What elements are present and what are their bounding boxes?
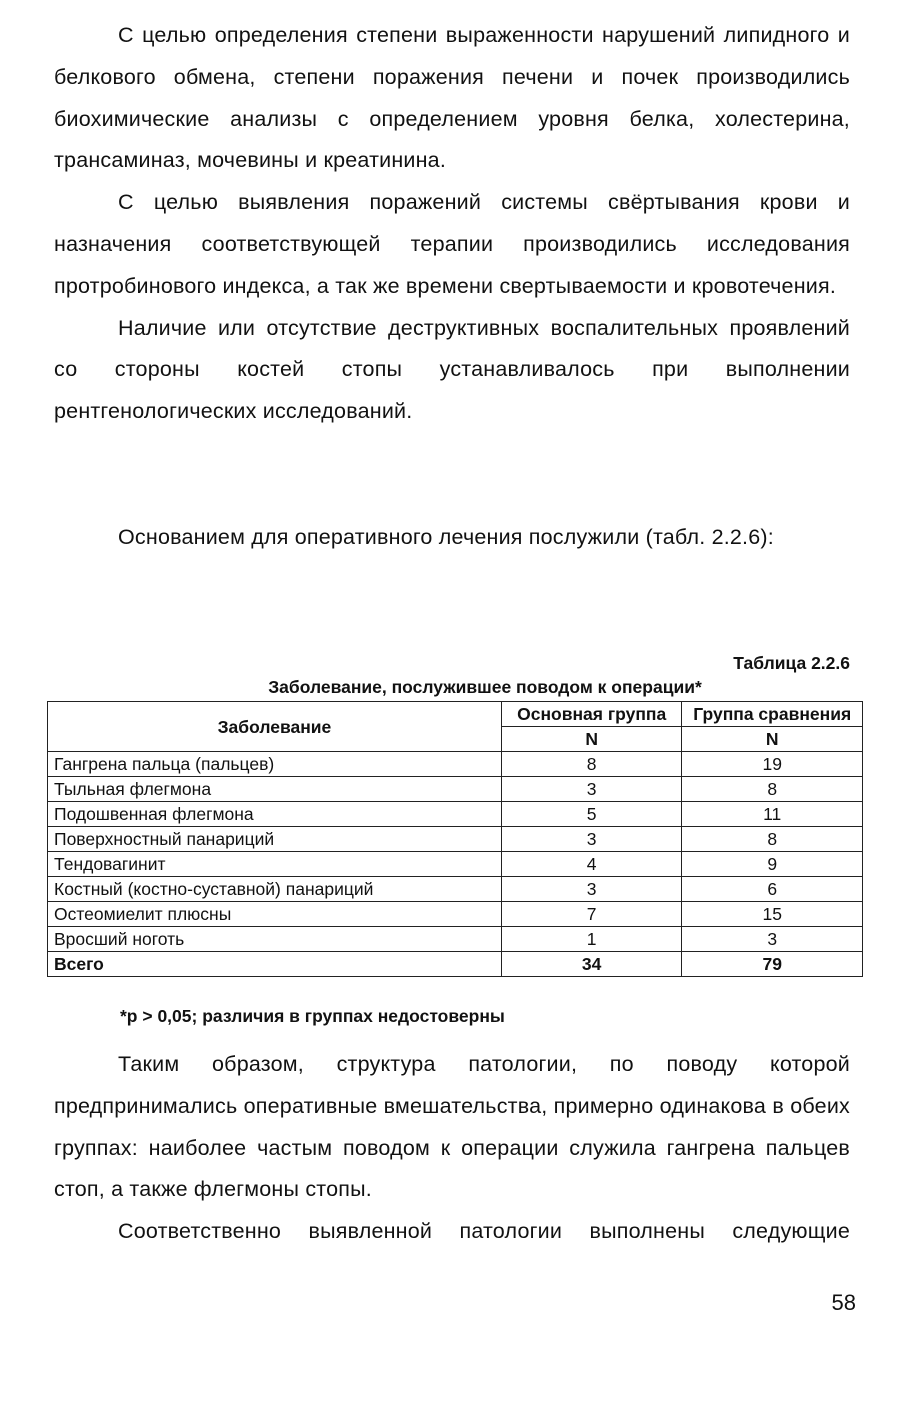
- cell-main: 3: [501, 827, 682, 852]
- header-n-comparison: N: [682, 727, 863, 752]
- cell-total-comparison: 79: [682, 952, 863, 977]
- cell-main: 3: [501, 877, 682, 902]
- cell-total-label: Всего: [48, 952, 502, 977]
- table-footnote: *p > 0,05; различия в группах недостоверны: [120, 1006, 505, 1026]
- intro-paragraphs: [54, 15, 850, 433]
- cell-disease: Остеомиелит плюсны: [48, 902, 502, 927]
- paragraph-conclusion: Таким образом, структура патологии, по поводу которой предпринимались оперативные вмешательства, примерно одинакова в обеих группах: наиболее частым поводом к операции служила гангрена пальцев стоп, а также флегмоны стопы.: [54, 1052, 850, 1202]
- cell-main: 4: [501, 852, 682, 877]
- cell-main: 1: [501, 927, 682, 952]
- paragraph-radiology: Наличие или отсутствие деструктивных воспалительных проявлений со стороны костей стопы устанавливалось при выполнении рентгенологических исследований.: [54, 315, 850, 424]
- table-row: [48, 752, 863, 777]
- paragraph-continuation: Соответственно выявленной патологии выполнены следующие: [118, 1219, 850, 1244]
- header-n-main: N: [501, 727, 682, 752]
- cell-total-main: 34: [501, 952, 682, 977]
- cell-disease: Костный (костно-суставной) панариций: [48, 877, 502, 902]
- table-row: [48, 777, 863, 802]
- cell-comparison: 19: [682, 752, 863, 777]
- table-caption: Таблица 2.2.6: [733, 653, 850, 673]
- cell-disease: Тендовагинит: [48, 852, 502, 877]
- cell-disease: Подошвенная флегмона: [48, 802, 502, 827]
- table-row: [48, 802, 863, 827]
- cell-comparison: 8: [682, 827, 863, 852]
- table-row: [48, 927, 863, 952]
- cell-comparison: 9: [682, 852, 863, 877]
- conclusion-paragraphs: [54, 1044, 850, 1253]
- surgery-reasons-table: [47, 701, 863, 977]
- table-row: [48, 877, 863, 902]
- cell-main: 8: [501, 752, 682, 777]
- cell-comparison: 11: [682, 802, 863, 827]
- cell-comparison: 8: [682, 777, 863, 802]
- cell-comparison: 3: [682, 927, 863, 952]
- paragraph-coagulation: С целью выявления поражений системы свёртывания крови и назначения соответствующей терапии производились исследования протробинового индекса, а так же времени свертываемости и кровотечения.: [54, 190, 850, 298]
- cell-disease: Тыльная флегмона: [48, 777, 502, 802]
- cell-main: 5: [501, 802, 682, 827]
- table-row: [48, 827, 863, 852]
- paragraph-biochemistry: С целью определения степени выраженности нарушений липидного и белкового обмена, степени поражения печени и почек производились биохимические анализы с определением уровня белка, холестерина, трансаминаз, мочевины и креатинина.: [54, 23, 850, 173]
- header-main-group: Основная группа: [501, 702, 682, 727]
- cell-disease: Вросший ноготь: [48, 927, 502, 952]
- table-row: [48, 852, 863, 877]
- table-intro: [54, 517, 850, 559]
- page-number: 58: [831, 1290, 856, 1315]
- table-row: [48, 902, 863, 927]
- cell-main: 7: [501, 902, 682, 927]
- cell-main: 3: [501, 777, 682, 802]
- table-title: Заболевание, послужившее поводом к операции*: [268, 677, 702, 697]
- cell-disease: Гангрена пальца (пальцев): [48, 752, 502, 777]
- table-total-row: [48, 952, 863, 977]
- header-disease: Заболевание: [48, 702, 502, 752]
- paragraph-table-reference: Основанием для оперативного лечения послужили (табл. 2.2.6):: [118, 525, 774, 549]
- cell-comparison: 15: [682, 902, 863, 927]
- header-comparison-group: Группа сравнения: [682, 702, 863, 727]
- cell-disease: Поверхностный панариций: [48, 827, 502, 852]
- cell-comparison: 6: [682, 877, 863, 902]
